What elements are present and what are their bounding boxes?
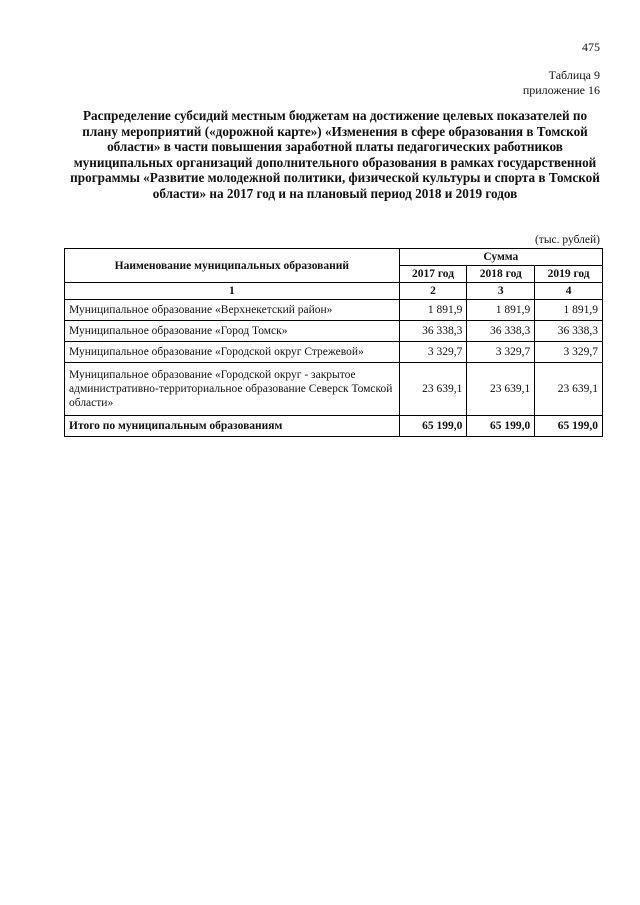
municipality-name: Муниципальное образование «Городской округ Стрежевой» [65, 342, 400, 363]
total-2017: 65 199,0 [399, 416, 467, 437]
table-row [65, 363, 603, 416]
value-2018: 23 639,1 [467, 363, 535, 416]
table-ref-line1: Таблица 9 [548, 68, 600, 82]
header-year-2019: 2019 год [535, 266, 603, 283]
municipality-name: Муниципальное образование «Городской округ - закрытое административно-территориальное образование Северск Томской области» [65, 363, 400, 416]
document-title: Распределение субсидий местным бюджетам на достижение целевых показателей по плану мероприятий («дорожной карте») «Изменения в сфере образования в Томской области» в части повышения заработной платы педагогических работников муниципальных организаций дополнительного образования в рамках государственной программы «Развитие молодежной политики, физической культуры и спорта в Томской области» на 2017 год и на плановый период 2018 и 2019 годов [70, 108, 600, 201]
table-row [65, 300, 603, 321]
header-year-2017: 2017 год [399, 266, 467, 283]
value-2018: 36 338,3 [467, 321, 535, 342]
municipality-name: Муниципальное образование «Город Томск» [65, 321, 400, 342]
page-number: 475 [582, 40, 600, 54]
subsidy-table [64, 248, 603, 437]
value-2017: 1 891,9 [399, 300, 467, 321]
total-2019: 65 199,0 [535, 416, 603, 437]
municipality-name: Муниципальное образование «Верхнекетский район» [65, 300, 400, 321]
total-label: Итого по муниципальным образованиям [65, 416, 400, 437]
value-2018: 3 329,7 [467, 342, 535, 363]
value-2019: 23 639,1 [535, 363, 603, 416]
table-row [65, 342, 603, 363]
value-2017: 36 338,3 [399, 321, 467, 342]
total-2018: 65 199,0 [467, 416, 535, 437]
column-number: 2 [399, 283, 467, 300]
total-row [65, 416, 603, 437]
column-number: 1 [65, 283, 400, 300]
column-number-row [65, 283, 603, 300]
header-year-2018: 2018 год [467, 266, 535, 283]
value-2019: 36 338,3 [535, 321, 603, 342]
value-2019: 3 329,7 [535, 342, 603, 363]
column-number: 4 [535, 283, 603, 300]
value-2019: 1 891,9 [535, 300, 603, 321]
header-sum: Сумма [399, 249, 602, 266]
value-2018: 1 891,9 [467, 300, 535, 321]
value-2017: 3 329,7 [399, 342, 467, 363]
table-row [65, 321, 603, 342]
table-ref-line2: приложение 16 [522, 83, 600, 97]
table-reference [523, 68, 600, 98]
table-header-row [65, 249, 603, 266]
value-2017: 23 639,1 [399, 363, 467, 416]
column-number: 3 [467, 283, 535, 300]
header-name: Наименование муниципальных образований [65, 249, 400, 283]
units-label: (тыс. рублей) [534, 234, 600, 246]
